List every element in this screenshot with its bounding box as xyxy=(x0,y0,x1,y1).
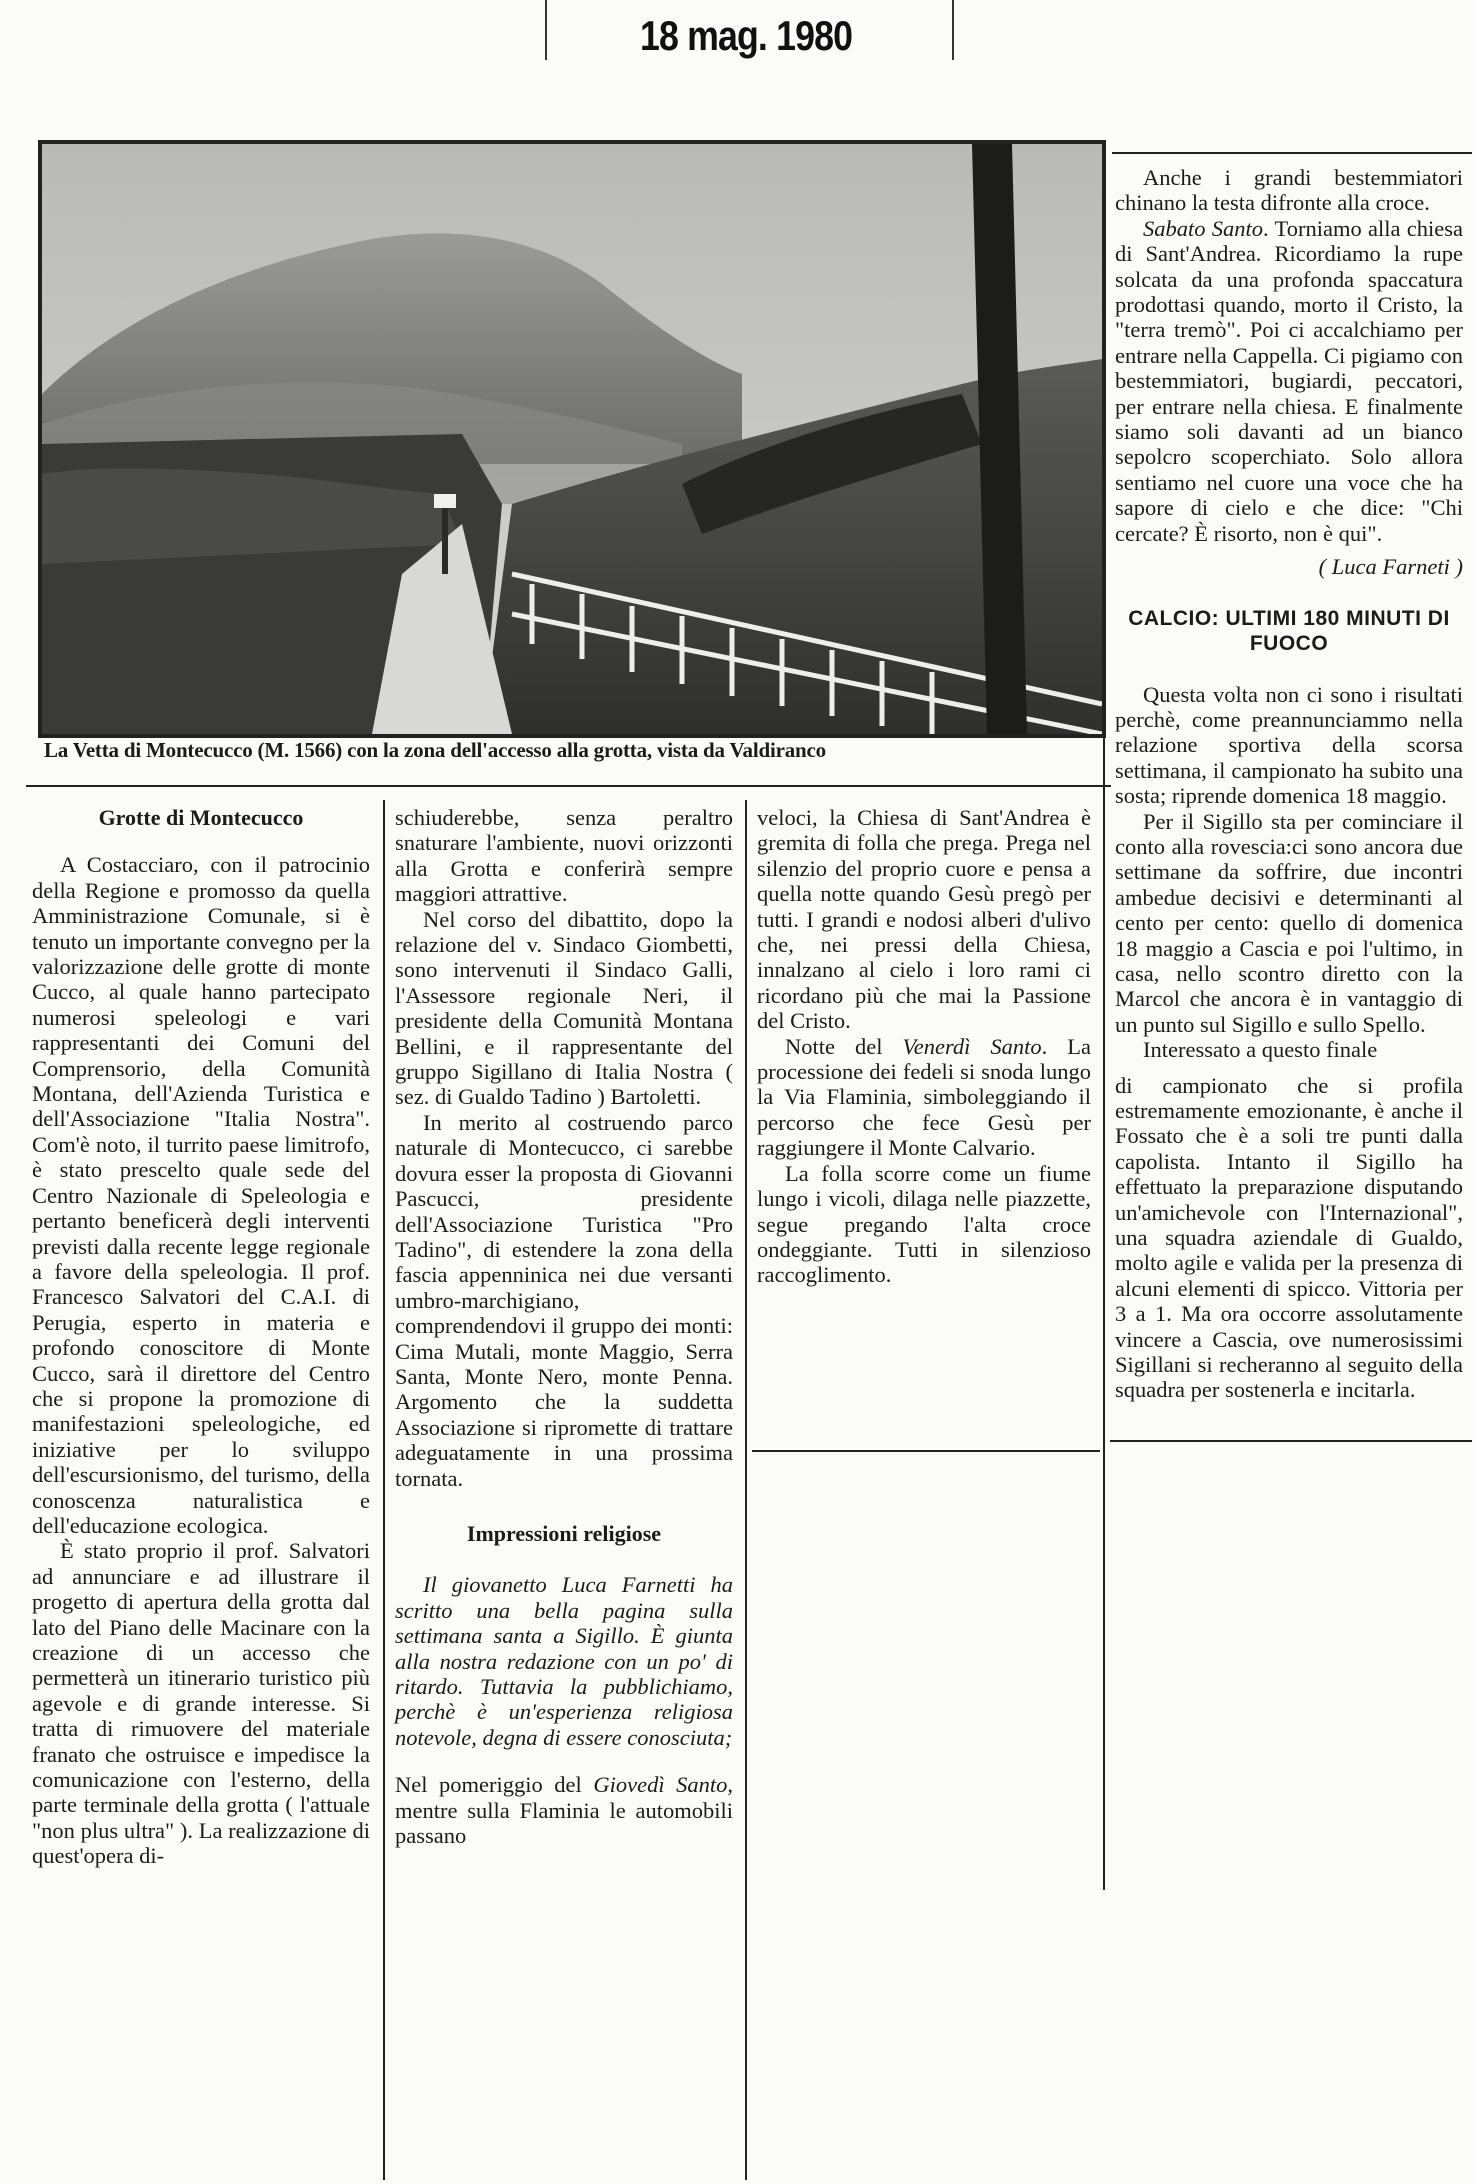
paragraph-emphasis: Giovedì Santo xyxy=(593,1772,728,1798)
paragraph-emphasis: Sabato Santo xyxy=(1143,215,1264,241)
paragraph: A Costacciaro, con il patrocinio della Regione e promosso da quella Amministrazione Comunale, si è tenuto un importante convegno per la valorizzazione delle grotte di monte Cucco, al quale hanno partecipato numerosi speleologi e vari rappresentanti dei Comuni del Comprensorio, della Comunità Montana, dell'Azienda Turistica e dell'Associazione "Italia Nostra". Com'è noto, il turrito paese limitrofo, è stato prescelto quale sede del Centro Nazionale di Speleologia e pertanto beneficerà degli interventi previsti dalla recente legge regionale a favore della speleologia. Il prof. Francesco Salvatori del C.A.I. di Perugia, esperto in materia e profondo conoscitore di Monte Cucco, sarà il direttore del Centro che si propone la promozione di manifestazioni speleologiche, ed iniziative per lo sviluppo dell'escursionismo, del turismo, della conoscenza naturalistica e dell'educazione ecologica. xyxy=(32,852,370,1538)
horizontal-rule xyxy=(26,785,1111,787)
column-divider xyxy=(1103,150,1105,1890)
paragraph xyxy=(757,1034,1091,1161)
paragraph: Anche i grandi bestemmiatori chinano la testa difronte alla croce. xyxy=(1115,165,1463,216)
paragraph-text: . Torniamo alla chiesa di Sant'Andrea. Ricordiamo la rupe solcata da una profonda spaccatura prodottasi quando, morto il Cristo, la "terra tremò". Poi ci accalchiamo per entrare nella Cappella. Ci pigiamo con bestemmiatori, bugiardi, peccatori, per entrare nella chiesa. E finalmente siamo soli davanti ad un bianco sepolcro scoperchiato. Solo allora sentiamo nel cuore una voce che ha sapore di cielo e che dice: "Chi cercate? È risorto, non è qui". xyxy=(1115,215,1463,546)
paragraph-text: , mentre sulla Flaminia le automobili passano xyxy=(395,1772,733,1849)
horizontal-rule xyxy=(1112,152,1472,154)
paragraph-text: . La processione dei fedeli si snoda lungo la Via Flaminia, simboleggiando il percorso che fece Gesù per raggiungere il Monte Calvario. xyxy=(757,1033,1091,1161)
paragraph: È stato proprio il prof. Salvatori ad annunciare e ad illustrare il progetto di apertura della grotta dal lato del Piano delle Macinare con la creazione di un accesso che permetterà un itinerario turistico più agevole e di grande interesse. Si tratta di rimuovere del materiale franato che ostruisce e impedisce la comunicazione con l'esterno, della parte terminale della grotta ( l'attuale "non plus ultra" ). La realizzazione di quest'opera di- xyxy=(32,1538,370,1869)
paragraph-text: Nel pomeriggio del xyxy=(395,1772,594,1798)
paragraph: Interessato a questo finale xyxy=(1143,1037,1378,1063)
intro-note: Il giovanetto Luca Farnetti ha scritto una bella pagina sulla settimana santa a Sigillo. È giunta alla nostra redazione con un po' di ritardo. Tuttavia la pubblichiamo, perchè è un'esperienza religiosa notevole, degna di essere conosciuta; xyxy=(395,1572,733,1750)
column-divider xyxy=(745,800,747,2180)
article-column-4 xyxy=(1115,165,1463,1403)
paragraph: Questa volta non ci sono i risultati perchè, come preannunciammo nella relazione sportiva della scorsa settimana, il campionato ha subito una sosta; riprende domenica 18 maggio. xyxy=(1115,681,1463,809)
paragraph: La folla scorre come un fiume lungo i vicoli, dilaga nelle piazzette, segue pregando l'alta croce ondeggiante. Tutti in silenzioso raccoglimento. xyxy=(757,1160,1091,1288)
article-title: CALCIO: ULTIMI 180 MINUTI DI FUOCO xyxy=(1128,606,1450,655)
author-signature: ( Luca Farneti ) xyxy=(1318,554,1463,580)
mountain-photo-image xyxy=(42,144,1102,734)
paragraph xyxy=(1115,216,1463,546)
date-stamp: 18 mag. 1980 xyxy=(640,12,853,59)
paragraph-emphasis: Venerdì Santo xyxy=(902,1033,1042,1059)
paragraph: schiuderebbe, senza peraltro snaturare l'ambiente, nuovi orizzonti alla Grotta e conferirà sempre maggiori attrattive. xyxy=(395,805,733,907)
paragraph: Nel corso del dibattito, dopo la relazione del v. Sindaco Giombetti, sono intervenuti il Sindaco Galli, l'Assessore regionale Neri, il presidente della Comunità Montana Bellini, e il rappresentante del gruppo Sigillano di Italia Nostra ( sez. di Gualdo Tadino ) Bartoletti. xyxy=(395,906,733,1110)
paragraph: Per il Sigillo sta per cominciare il conto alla rovescia:ci sono ancora due settimane da soffrire, due incontri ambedue decisivi e determinanti al cento per cento: quello di domenica 18 maggio a Cascia e poi l'ultimo, in casa, nello scontro diretto con la Marcol che ancora è in vantaggio di un punto sul Sigillo e sullo Spello. xyxy=(1115,808,1463,1037)
article-grotte-column-1 xyxy=(32,805,370,1869)
article-religiose-column-3 xyxy=(757,805,1091,1288)
column-divider xyxy=(383,800,385,2180)
article-title: Impressioni religiose xyxy=(466,1520,662,1546)
paragraph-text: Notte del xyxy=(785,1033,903,1059)
horizontal-rule xyxy=(752,1450,1100,1452)
mountain-photo xyxy=(38,140,1106,738)
paragraph xyxy=(395,1772,733,1848)
photo-caption: La Vetta di Montecucco (M. 1566) con la zona dell'accesso alla grotta, vista da Valdiranco xyxy=(44,738,826,762)
horizontal-rule xyxy=(1110,1440,1472,1442)
paragraph: veloci, la Chiesa di Sant'Andrea è gremita di folla che prega. Prega nel silenzio del proprio cuore e pensa a quella notte quando Gesù pregò per tutti. I grandi e nodosi alberi d'ulivo che, nei pressi della Chiesa, innalzano al cielo i loro rami ci ricordano più che mai la Passione del Cristo. xyxy=(757,805,1091,1034)
paragraph: di campionato che si profila estremamente emozionante, è anche il Fossato che è a soli tre punti dalla capolista. Intanto il Sigillo ha effettuato la preparazione disputando un'amichevole con l'Internazional", una squadra aziendale di Gualdo, molto agile e valida per la presenza di alcuni elementi di spicco. Vittoria per 3 a 1. Ma ora occorre assolutamente vincere a Cascia, ove numerosissimi Sigillani si recheranno al seguito della squadra per sostenerla e incitarla. xyxy=(1115,1072,1463,1403)
article-grotte-column-2 xyxy=(395,805,733,1848)
article-title: Grotte di Montecucco xyxy=(98,805,304,830)
paragraph: In merito al costruendo parco naturale di Montecucco, ci sarebbe dovura esser la proposta di Giovanni Pascucci, presidente dell'Associazione Turistica "Pro Tadino", di estendere la zona della fascia appenninica nei due versanti umbro-marchigiano, comprendendovi il gruppo dei monti: Cima Mutali, monte Maggio, Serra Santa, Monte Nero, monte Penna. Argomento che la suddetta Associazione si ripromette di trattare adeguatamente in una prossima tornata. xyxy=(395,1109,733,1491)
